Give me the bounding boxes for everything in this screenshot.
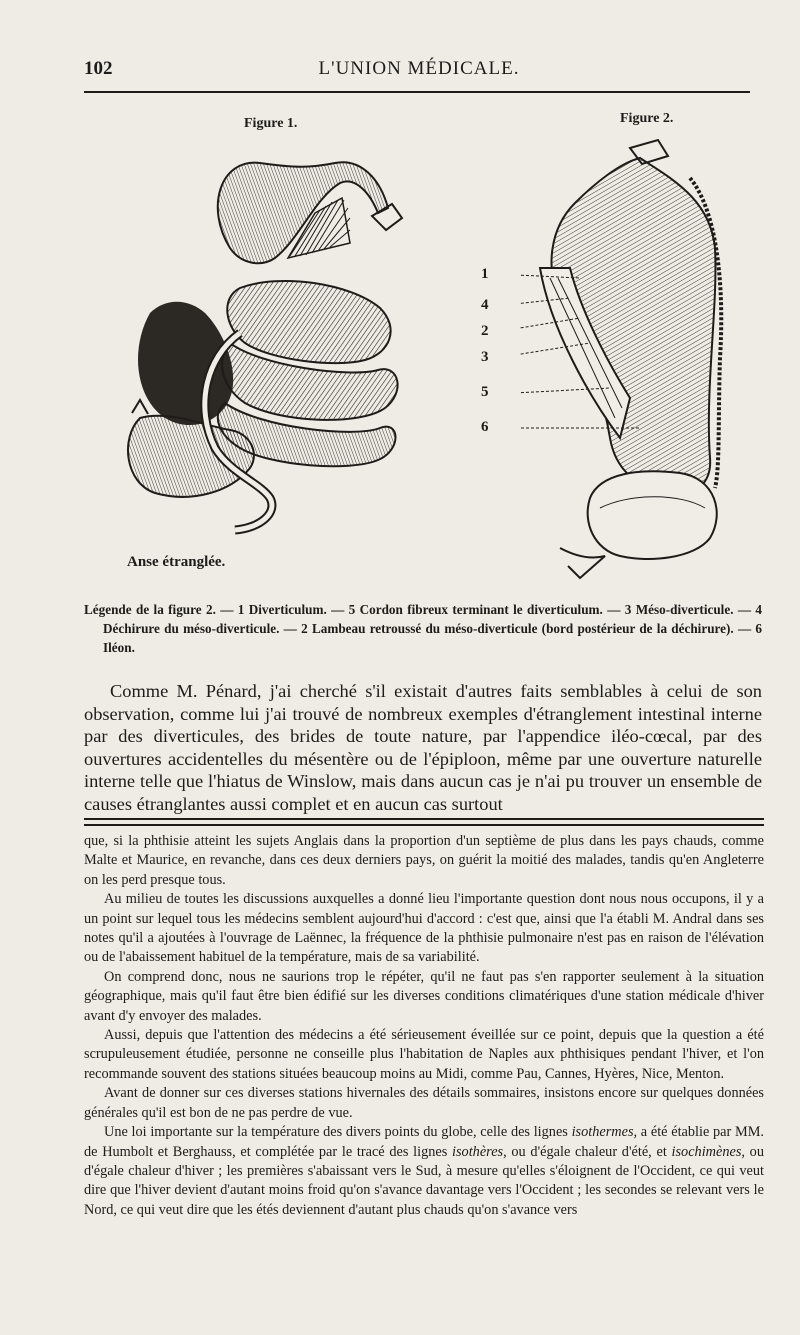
figure-2-callout-6: 6	[481, 419, 489, 435]
term-isochimenes: isochimènes,	[671, 1143, 745, 1160]
figure-2-illustration	[520, 138, 740, 588]
feuilleton-article	[84, 832, 764, 1220]
main-paragraph-text: Comme M. Pénard, j'ai cherché s'il existait d'autres faits semblables à celui de son observation, comme lui j'ai trouvé de nombreux exemples d'étranglement intestinal interne par des diverticules, des brides de toute nature, par l'appendice iléo-cœcal, par des ouvertures accidentelles du mésentère ou de l'épiploon, même par une ouverture naturelle interne telle que l'hiatus de Winslow, mais dans aucun cas je n'ai pu trouver un ensemble de causes étranglantes aussi complet et en aucun cas surtout	[84, 681, 762, 814]
article-paragraph-2: Au milieu de toutes les discussions auxquelles a donné lieu l'importante question dont nous nous occupons, il y a un point sur lequel tous les médecins semblent aujourd'hui d'accord : c'est que, ainsi que l'a établi M. Andral dans ses notes qu'il a ajoutées à l'ouvrage de Laënnec, la fréquence de la phthisie pulmonaire n'est pas en raison de l'élévation ou de l'abaissement habituel de la température, mais de sa variabilité.	[84, 891, 764, 966]
header-rule	[84, 91, 750, 93]
figure-1-illustration	[110, 138, 410, 538]
running-head	[84, 58, 754, 86]
article-paragraph-3: On comprend donc, nous ne saurions trop le répéter, qu'il ne faut pas s'en rapporter seulement à la situation géographique, mais qu'il faut être bien édifié sur les diverses conditions climatériques d'une station médicale d'hiver avant d'y envoyer des malades.	[84, 968, 764, 1024]
article-paragraph-6	[84, 1123, 764, 1220]
figure-2-title: Figure 2.	[620, 111, 674, 126]
figure-1-label: Anse étranglée.	[127, 554, 226, 570]
figure-1-title: Figure 1.	[244, 116, 298, 131]
main-paragraph	[84, 680, 762, 815]
p6-text-c: a été établie par MM. de Humbolt et Berghauss, et complétée par le tracé des lignes	[84, 1124, 764, 1160]
figure-2-callout-1: 1	[481, 266, 489, 282]
p6-text-e: ou d'égale chaleur d'été, et	[506, 1143, 672, 1160]
article-paragraph-4: Aussi, depuis que l'attention des médecins a été sérieusement éveillée sur ce point, depuis que la question a été scrupuleusement étudiée, personne ne conseille plus l'habitation de Naples aux phthisiques pendant l'hiver, et l'on recommande souvent des stations situées beaucoup moins au Midi, comme Pau, Cannes, Hyères, Nice, Menton.	[84, 1027, 764, 1082]
figure-legend	[84, 600, 762, 657]
ileum	[588, 471, 717, 559]
term-isothermes: isothermes,	[571, 1124, 638, 1141]
page-number: 102	[84, 58, 113, 79]
feuilleton-divider	[84, 818, 764, 826]
article-paragraph-1: que, si la phthisie atteint les sujets Anglais dans la proportion d'un septième de plus dans les pays chauds, comme Malte et Maurice, en revanche, dans ces deux derniers pays, on guérit la moitié des malades, tandis qu'en Angleterre on les perd presque tous.	[84, 833, 764, 888]
article-paragraph-5: Avant de donner sur ces diverses stations hivernales des détails sommaires, insistons encore sur quelques données générales qu'il est bon de ne pas perdre de vue.	[84, 1085, 764, 1121]
legend-text: Légende de la figure 2. — 1 Diverticulum. — 5 Cordon fibreux terminant le diverticulum. — 3 Méso-diverticule. — 4 Déchirure du méso-diverticule. — 2 Lambeau retroussé du méso-diverticule (bord postérieur de la déchirure). — 6 Iléon.	[84, 602, 762, 655]
term-isotheres: isothères,	[452, 1143, 507, 1160]
journal-title: L'UNION MÉDICALE.	[318, 58, 520, 79]
p6-text-g: ou d'égale chaleur d'hiver ; les premières s'abaissant vers le Sud, à mesure qu'elles s'éloignent de l'Occident, ce qui veut dire que l'hiver devient d'autant moins froid qu'on s'avance davantage vers l'Occident ; les secondes se relevant vers le Nord, ce qui veut dire que les étés deviennent d'autant plus chauds qu'on s'avance vers	[84, 1143, 764, 1218]
figure-2-callout-4: 4	[481, 297, 489, 313]
figure-2-callout-2: 2	[481, 323, 489, 339]
figure-2-callout-3: 3	[481, 349, 489, 365]
figure-2-callout-5: 5	[481, 384, 489, 400]
p6-text-a: Une loi importante sur la température des divers points du globe, celle des lignes	[104, 1124, 572, 1141]
cord-bottom	[560, 548, 605, 578]
upper-loop	[218, 162, 388, 263]
